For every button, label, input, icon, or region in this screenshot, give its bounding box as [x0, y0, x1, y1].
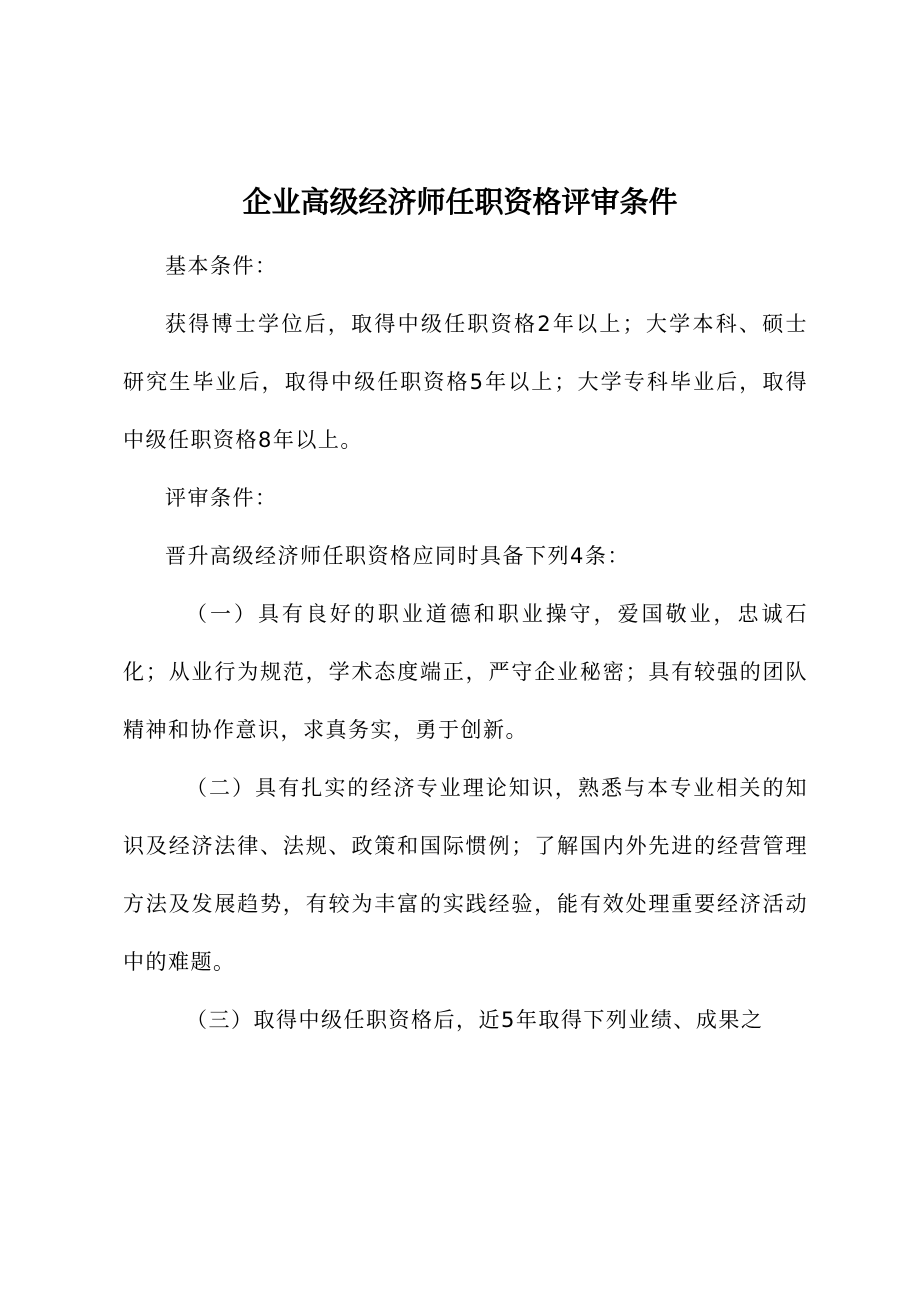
document-title: 企业高级经济师任职资格评审条件	[242, 185, 678, 219]
section-heading-review: 评审条件：	[165, 486, 278, 510]
list-item-1: （一）具有良好的职业道德和职业操守，爱国敬业，忠诚石化；从业行为规范，学术态度端正，严守企业秘密；具有较强的团队精神和协作意识，求真务实，勇于创新。	[123, 602, 808, 742]
paragraph-basic-conditions: 获得博士学位后，取得中级任职资格2年以上；大学本科、硕士研究生毕业后，取得中级任职资格5年以上；大学专科毕业后，取得中级任职资格8年以上。	[123, 312, 808, 452]
list-item-3: （三）取得中级任职资格后，近5年取得下列业绩、成果之	[186, 1008, 764, 1032]
paragraph-review-intro: 晋升高级经济师任职资格应同时具备下列4条：	[165, 544, 630, 568]
list-item-2: （二）具有扎实的经济专业理论知识，熟悉与本专业相关的知识及经济法律、法规、政策和国际惯例；了解国内外先进的经营管理方法及发展趋势，有较为丰富的实践经验，能有效处理重要经济活动中的难题。	[123, 776, 808, 974]
document-body	[123, 237, 808, 1049]
section-heading-basic: 基本条件：	[165, 254, 278, 278]
